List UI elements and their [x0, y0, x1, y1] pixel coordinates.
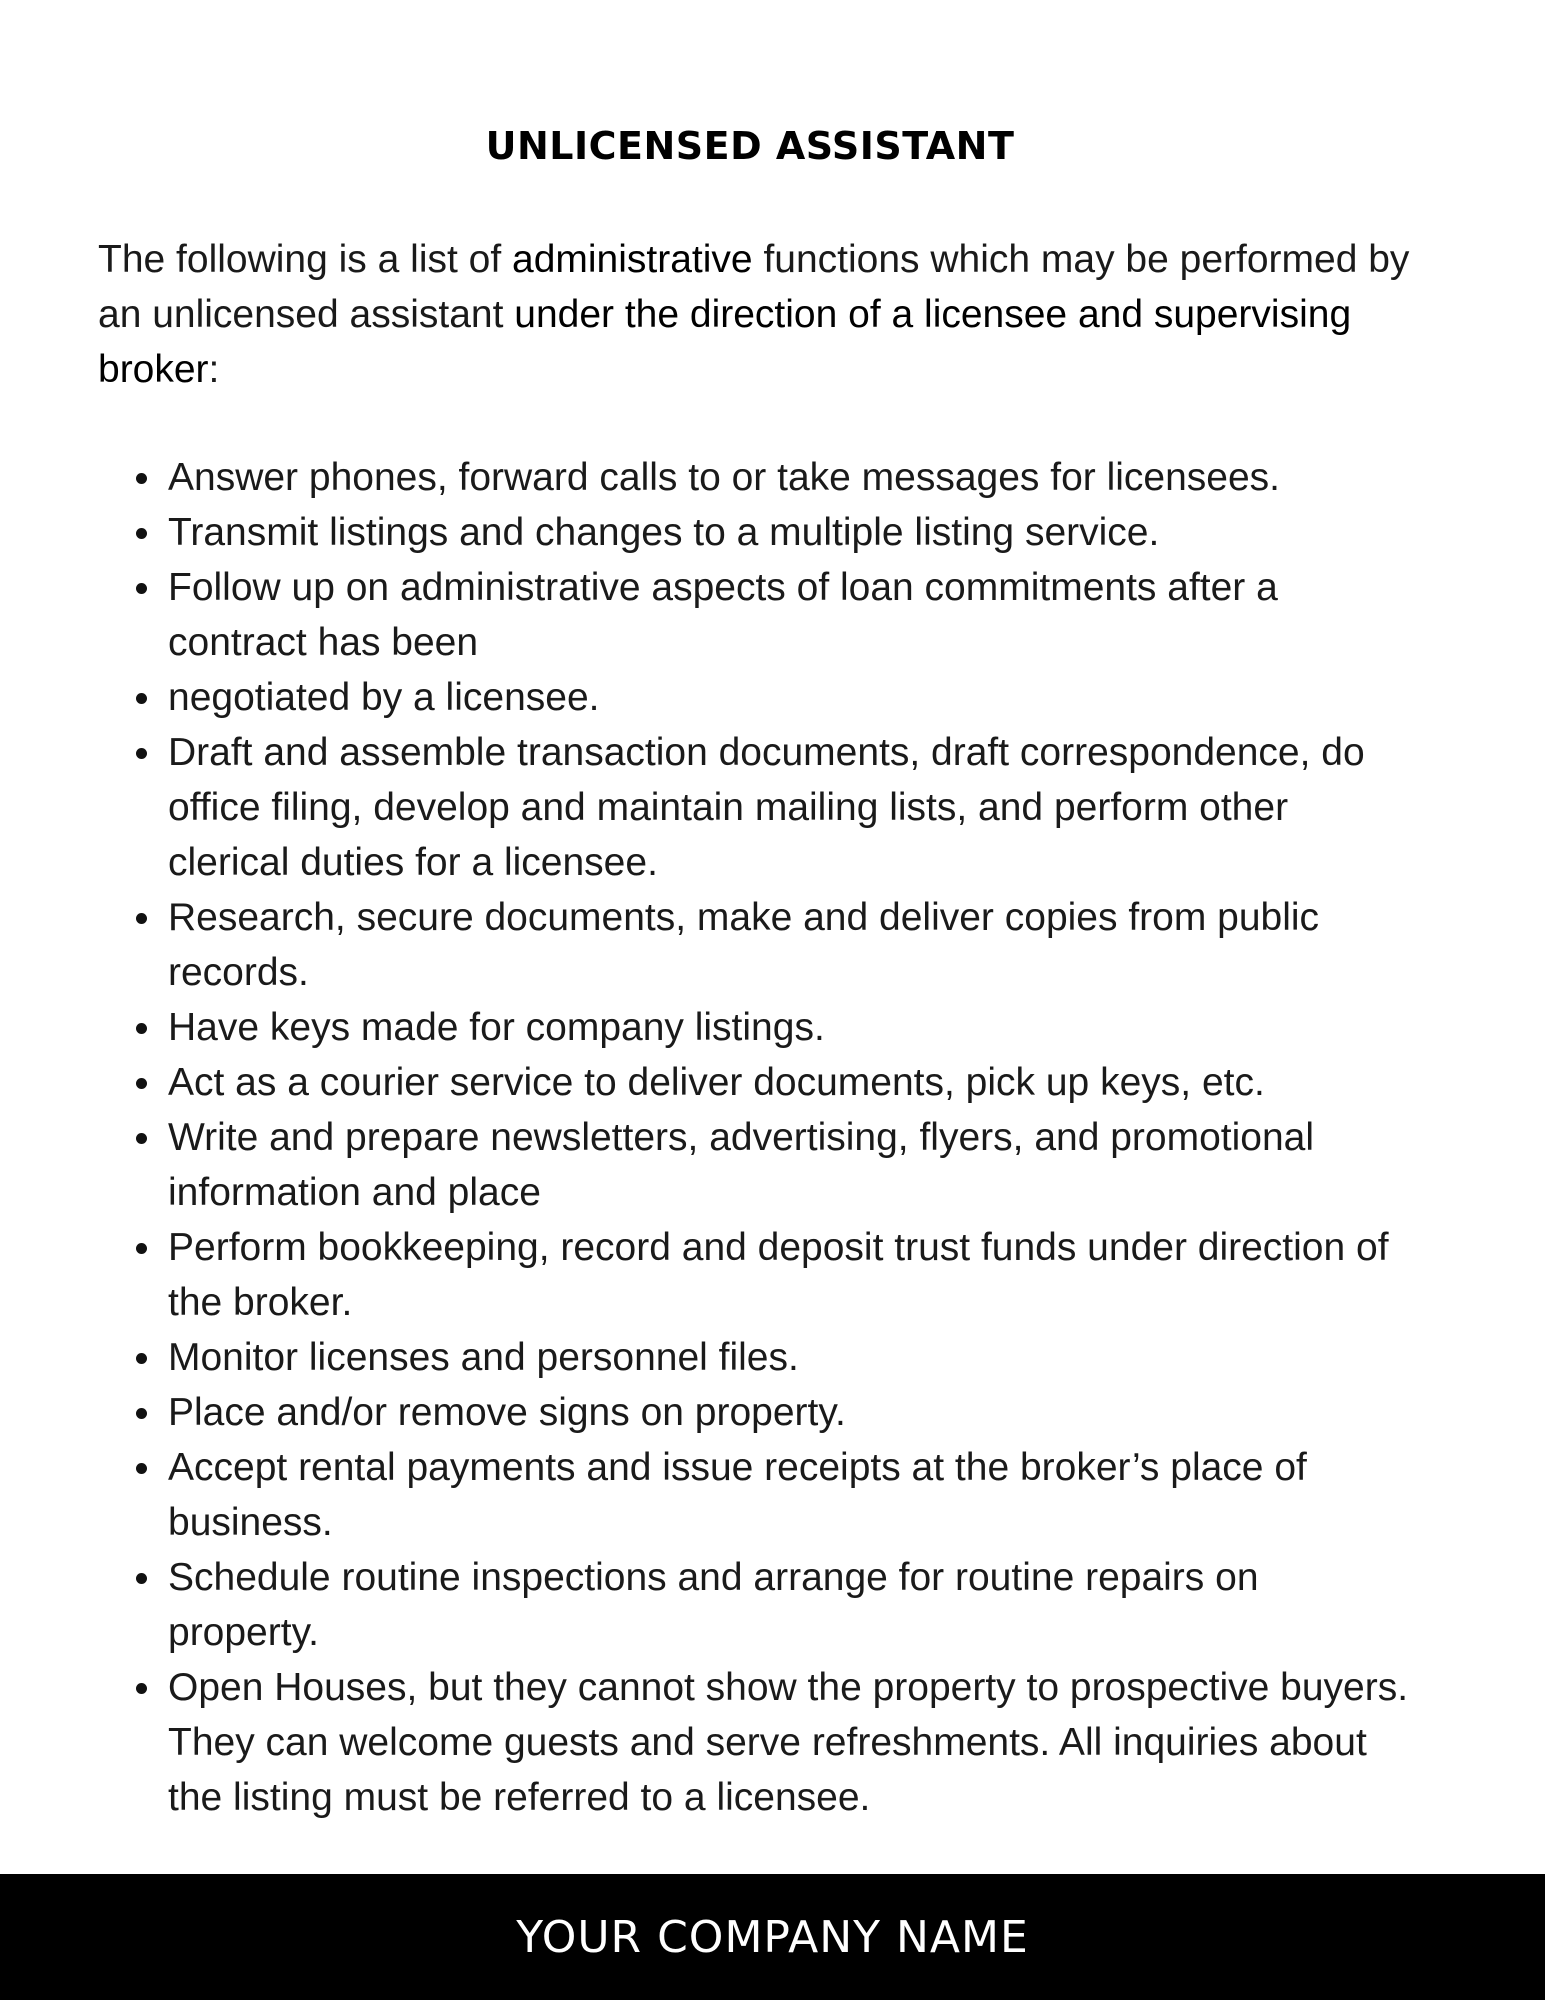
page-title: UNLICENSED ASSISTANT — [485, 124, 1015, 168]
bullet-icon — [136, 1463, 147, 1474]
list-item-text: Schedule routine inspections and arrange for routine repairs on property. — [168, 1556, 1259, 1654]
duty-list — [130, 450, 1420, 1825]
intro-text-3: : — [208, 348, 220, 391]
company-name: YOUR COMPANY NAME — [516, 1911, 1029, 1963]
list-item-text: Monitor licenses and personnel files. — [168, 1336, 799, 1379]
bullet-icon — [136, 1023, 147, 1034]
list-item — [130, 1055, 1420, 1110]
bullet-icon — [136, 748, 147, 759]
bullet-icon — [136, 528, 147, 539]
list-item — [130, 560, 1420, 670]
list-item-text: Perform bookkeeping, record and deposit trust funds under direction of the broker. — [168, 1226, 1389, 1324]
list-item — [130, 1000, 1420, 1055]
list-item-text: Draft and assemble transaction documents, draft correspondence, do office filing, develop and maintain mailing lists, and perform other clerical duties for a licensee. — [168, 731, 1365, 884]
bullet-icon — [136, 1408, 147, 1419]
intro-text-2: functions which may be performed by an unlicensed assistant — [98, 238, 1410, 336]
list-item-text: Answer phones, forward calls to or take messages for licensees. — [168, 456, 1281, 499]
list-item-text: Act as a courier service to deliver documents, pick up keys, etc. — [168, 1061, 1265, 1104]
list-item — [130, 1550, 1420, 1660]
list-item-text: Research, secure documents, make and deliver copies from public records. — [168, 896, 1320, 994]
bullet-icon — [136, 1683, 147, 1694]
intro-text-1: The following is a list of — [98, 238, 513, 281]
list-item-text: Open Houses, but they cannot show the property to prospective buyers. They can welcome guests and serve refreshments. All inquiries about the listing must be referred to a licensee. — [168, 1666, 1409, 1819]
bullet-icon — [136, 1243, 147, 1254]
list-item — [130, 1660, 1420, 1825]
list-item-text: Have keys made for company listings. — [168, 1006, 825, 1049]
intro-emphasis-administrative: administrative — [512, 238, 753, 281]
list-item-text: Place and/or remove signs on property. — [168, 1391, 846, 1434]
list-item — [130, 450, 1420, 505]
list-item-text: Follow up on administrative aspects of loan commitments after a contract has been — [168, 566, 1278, 664]
bullet-icon — [136, 1133, 147, 1144]
footer-bar — [0, 1874, 1545, 2000]
list-item-text: Transmit listings and changes to a multiple listing service. — [168, 511, 1160, 554]
bullet-icon — [136, 913, 147, 924]
bullet-icon — [136, 693, 147, 704]
list-item — [130, 1220, 1420, 1330]
list-item-text: Write and prepare newsletters, advertising, flyers, and promotional information and place — [168, 1116, 1315, 1214]
intro-emphasis-direction: under the direction of a licensee and supervising broker — [98, 293, 1352, 391]
list-item — [130, 890, 1420, 1000]
intro-paragraph — [98, 232, 1438, 397]
bullet-icon — [136, 1573, 147, 1584]
list-item — [130, 1110, 1420, 1220]
list-item — [130, 505, 1420, 560]
bullet-icon — [136, 473, 147, 484]
list-item — [130, 725, 1420, 890]
list-item-text: Accept rental payments and issue receipts at the broker’s place of business. — [168, 1446, 1307, 1544]
list-item — [130, 1385, 1420, 1440]
bullet-icon — [136, 1353, 147, 1364]
list-item-text: negotiated by a licensee. — [168, 676, 600, 719]
list-item — [130, 670, 1420, 725]
list-item — [130, 1440, 1420, 1550]
bullet-icon — [136, 1078, 147, 1089]
bullet-icon — [136, 583, 147, 594]
list-item — [130, 1330, 1420, 1385]
